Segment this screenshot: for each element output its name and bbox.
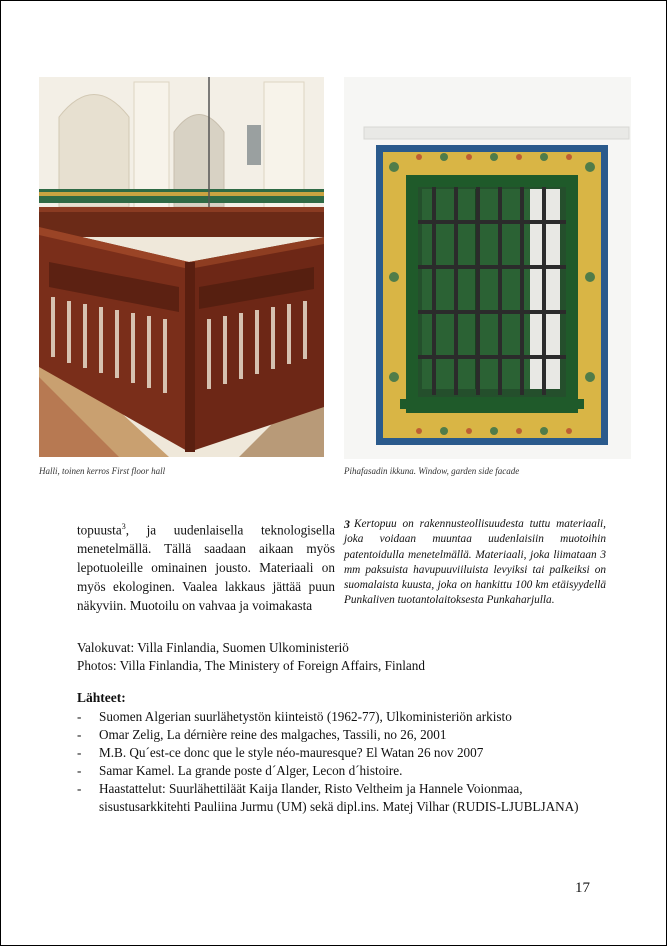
source-item: [77, 726, 597, 744]
window-illustration: [344, 77, 631, 459]
sources-heading: Lähteet:: [77, 690, 126, 705]
list-dash: -: [77, 763, 82, 778]
window-photo: [344, 77, 631, 459]
body-lead: topuusta: [77, 522, 122, 538]
body-paragraph: [77, 517, 335, 615]
footnote-text: Kertopuu on rakennusteollisuudesta tuttu materiaali, joka voidaan muuntaa uudenlaisiin muotoihin patentoidulla menetelmällä. Materiaali, joka liimataan 3 mm paksuista havupuuviiluista levyiksi tai palkeiksi on suomalaista kuusta, joka on hankittu 100 km etäisyydellä Punkaliven tuotantolaitoksesta Punkaharjulla.: [344, 518, 606, 607]
sources-section: [77, 689, 597, 816]
footnote: [344, 517, 606, 609]
credits-en: Photos: Villa Finlandia, The Ministery of Foreign Affairs, Finland: [77, 658, 425, 673]
page-number: 17: [575, 880, 590, 896]
list-dash: -: [77, 709, 82, 724]
source-text: Suomen Algerian suurlähetystön kiinteistö (1962-77), Ulkoministeriön arkisto: [99, 709, 512, 724]
caption-right: Pihafasadin ikkuna. Window, garden side facade: [344, 466, 520, 476]
source-text: Omar Zelig, La dérnière reine des malgaches, Tassili, no 26, 2001: [99, 727, 447, 742]
source-text: M.B. Qu´est-ce donc que le style néo-mauresque? El Watan 26 nov 2007: [99, 745, 484, 760]
source-text: Haastattelut: Suurlähettiläät Kaija Ilander, Risto Veltheim ja Hannele Voionmaa, sisustusarkkitehti Pauliina Jurmu (UM) sekä dipl.ins. Matej Vilhar (RUDIS-LJUBLJANA): [99, 781, 579, 814]
photo-credits: [77, 639, 425, 675]
credits-fi: Valokuvat: Villa Finlandia, Suomen Ulkoministeriö: [77, 640, 349, 655]
source-item: [77, 780, 597, 816]
list-dash: -: [77, 781, 82, 796]
list-dash: -: [77, 727, 82, 742]
sources-list: [77, 708, 597, 816]
caption-left: Halli, toinen kerros First floor hall: [39, 466, 166, 476]
body-rest: , ja uudenlaisella teknologisella menetelmällä. Tällä saadaan aikaan myös lepotuoleille ominainen jousto. Materiaali on myös ekologinen. Vaalea lakkaus jättää puun näkyviin. Muotoilu on vahvaa ja voimakasta: [77, 522, 335, 614]
list-dash: -: [77, 745, 82, 760]
source-item: [77, 762, 597, 780]
source-item: [77, 708, 597, 726]
hall-photo: [39, 77, 324, 457]
source-item: [77, 744, 597, 762]
footnote-ref: 3: [121, 522, 126, 531]
source-text: Samar Kamel. La grande poste d´Alger, Lecon d´histoire.: [99, 763, 403, 778]
footnote-number: 3: [344, 517, 350, 531]
hall-illustration: [39, 77, 324, 457]
